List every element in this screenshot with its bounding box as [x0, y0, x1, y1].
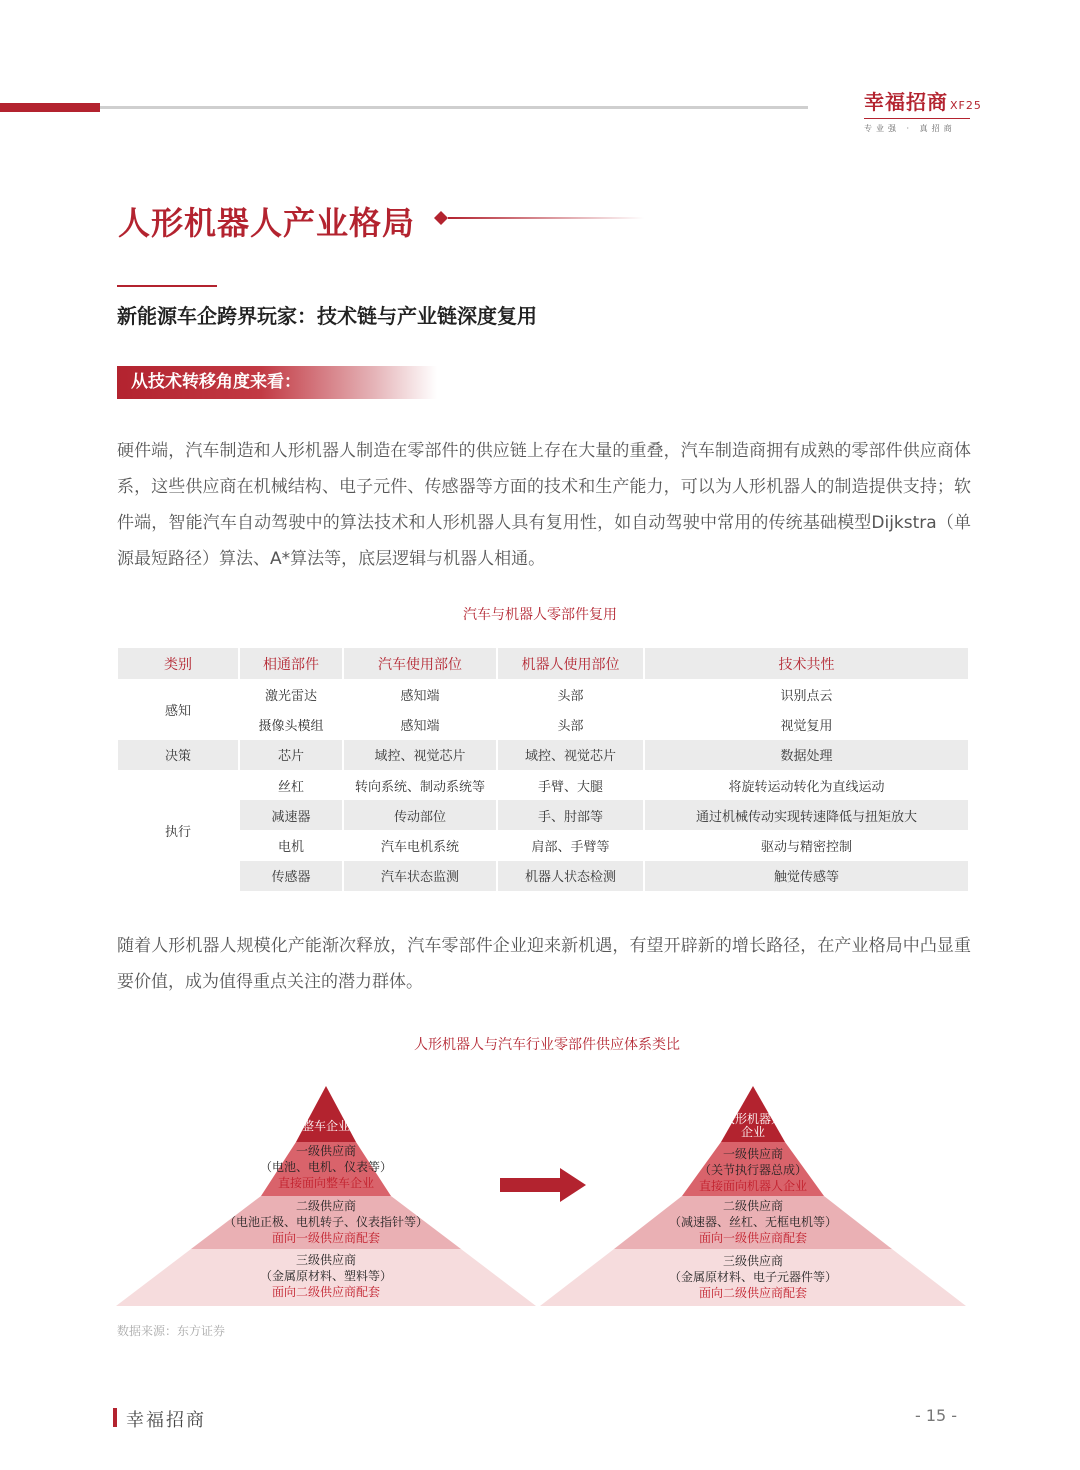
tier2-block [116, 1198, 536, 1246]
tier2-name: 二级供应商 [295, 1199, 356, 1213]
header-accent-bar [0, 103, 100, 112]
brand-rule [864, 118, 970, 119]
table-header: 汽车使用部位 [344, 648, 496, 679]
table-cell: 头部 [557, 688, 584, 704]
page-number: - 15 - [915, 1406, 958, 1425]
table-cell: 摄像头模组 [258, 718, 324, 734]
table-header-row [118, 648, 968, 679]
table-cell-category: 决策 [118, 740, 238, 770]
tier2-items: （电池正极、电机转子、仪表指针等） [223, 1215, 428, 1229]
chart-title: 人形机器人与汽车行业零部件供应体系类比 [414, 1037, 680, 1053]
pyramid-top-label [540, 1113, 966, 1139]
table-cell: 域控、视觉芯片 [498, 740, 643, 770]
brand-slogan: 专业强 · 真招商 [864, 124, 956, 133]
header-rule [100, 106, 808, 109]
section-label: 从技术转移角度来看： [117, 366, 437, 399]
tier1-note: 直接面向整车企业 [277, 1176, 374, 1190]
brand-logo [864, 86, 982, 134]
table-cell: 汽车电机系统 [380, 840, 459, 856]
tier3-note: 面向二级供应商配套 [698, 1286, 807, 1300]
table-row [118, 830, 968, 860]
table-cell: 通过机械传动实现转速降低与扭矩放大 [645, 800, 968, 830]
table-cell: 传感器 [240, 861, 342, 891]
table-cell: 芯片 [240, 740, 342, 770]
table-cell: 电机 [277, 840, 304, 856]
table-cell: 感知端 [400, 688, 440, 704]
pyramid-top-line2: 企业 [740, 1125, 765, 1139]
paragraph-2: 随着人形机器人规模化产能渐次释放，汽车零部件企业迎来新机遇，有望开辟新的增长路径，在产业格局中凸显重要价值，成为值得重点关注的潜力群体。 [117, 936, 971, 992]
table-cell: 数据处理 [645, 740, 968, 770]
footer-brand: 幸福招商 [126, 1410, 206, 1431]
tier2-name: 二级供应商 [722, 1199, 783, 1213]
table-header: 技术共性 [645, 648, 968, 679]
pyramid-robot [540, 1086, 966, 1306]
table-cell: 机器人状态检测 [498, 861, 643, 891]
table-cell: 手臂、大腿 [537, 779, 603, 795]
tier2-note: 面向一级供应商配套 [271, 1231, 380, 1245]
table-cell: 触觉传感等 [645, 861, 968, 891]
table-cell: 识别点云 [780, 688, 833, 704]
table-header: 机器人使用部位 [498, 648, 643, 679]
paragraph-1: 硬件端，汽车制造和人形机器人制造在零部件的供应链上存在大量的重叠，汽车制造商拥有成熟的零部件供应商体系，这些供应商在机械结构、电子元件、传感器等方面的技术和生产能力，可以为人形机器人的制造提供支持；软件端，智能汽车自动驾驶中的算法技术和人形机器人具有复用性，如自动驾驶中常用的传统基础模型Dijkstra（单源最短路径）算法、A*算法等，底层逻辑与机器人相通。 [117, 441, 971, 569]
tier3-block [540, 1253, 966, 1301]
tier3-items: （金属原材料、塑料等） [259, 1269, 392, 1283]
title-decoration [434, 211, 644, 225]
tier3-block [116, 1252, 536, 1300]
brand-name: 幸福招商 [864, 90, 948, 114]
table-cell: 驱动与精密控制 [760, 840, 852, 856]
table-header: 类别 [118, 648, 238, 679]
tier1-name: 一级供应商 [722, 1147, 783, 1161]
table-cell: 手、肘部等 [498, 800, 643, 830]
table-cell: 转向系统、制动系统等 [354, 779, 485, 795]
table-cell: 感知端 [400, 718, 440, 734]
tier3-note: 面向二级供应商配套 [271, 1285, 380, 1299]
tier1-block [116, 1143, 536, 1191]
table-cell: 域控、视觉芯片 [344, 740, 496, 770]
table-cell: 减速器 [240, 800, 342, 830]
table-cell: 丝杠 [277, 779, 304, 795]
pyramid-top-label: 整车企业 [301, 1119, 350, 1133]
table-row [118, 770, 968, 800]
tier2-note: 面向一级供应商配套 [698, 1231, 807, 1245]
page-title: 人形机器人产业格局 [118, 204, 416, 242]
tier1-name: 一级供应商 [295, 1144, 356, 1158]
pyramid-top-line1: 人形机器人 [722, 1112, 783, 1126]
table-row [118, 740, 968, 770]
parts-reuse-table [116, 648, 970, 891]
tier1-items: （电池、电机、仪表等） [259, 1160, 392, 1174]
table-row [118, 709, 968, 739]
tier1-block [540, 1146, 966, 1194]
table-cell: 头部 [557, 718, 584, 734]
table-row [118, 679, 968, 709]
table-header: 相通部件 [240, 648, 342, 679]
table-cell: 汽车状态监测 [344, 861, 496, 891]
subtitle-rule [117, 285, 217, 287]
table-title: 汽车与机器人零部件复用 [463, 607, 617, 623]
table-cell: 将旋转运动转化为直线运动 [728, 779, 885, 795]
footer-accent-bar [113, 1408, 117, 1427]
table-cell: 激光雷达 [264, 688, 317, 704]
pyramid-automotive [116, 1086, 536, 1306]
tier2-block [540, 1198, 966, 1246]
table-row [118, 800, 968, 830]
tier1-items: （关节执行器总成） [698, 1163, 807, 1177]
subtitle: 新能源车企跨界玩家：技术链与产业链深度复用 [117, 304, 537, 328]
tier2-items: （减速器、丝杠、无框电机等） [668, 1215, 837, 1229]
table-cell: 肩部、手臂等 [531, 840, 610, 856]
tier3-name: 三级供应商 [722, 1254, 783, 1268]
table-cell: 视觉复用 [780, 718, 833, 734]
table-row [118, 861, 968, 891]
table-cell-category: 执行 [118, 770, 238, 891]
table-cell-category: 感知 [118, 679, 238, 740]
data-source: 数据来源：东方证券 [117, 1324, 226, 1338]
brand-mark: XF25 [950, 99, 982, 112]
tier1-note: 直接面向机器人企业 [698, 1179, 807, 1193]
tier3-name: 三级供应商 [295, 1253, 356, 1267]
tier3-items: （金属原材料、电子元器件等） [668, 1270, 837, 1284]
table-cell: 传动部位 [344, 800, 496, 830]
